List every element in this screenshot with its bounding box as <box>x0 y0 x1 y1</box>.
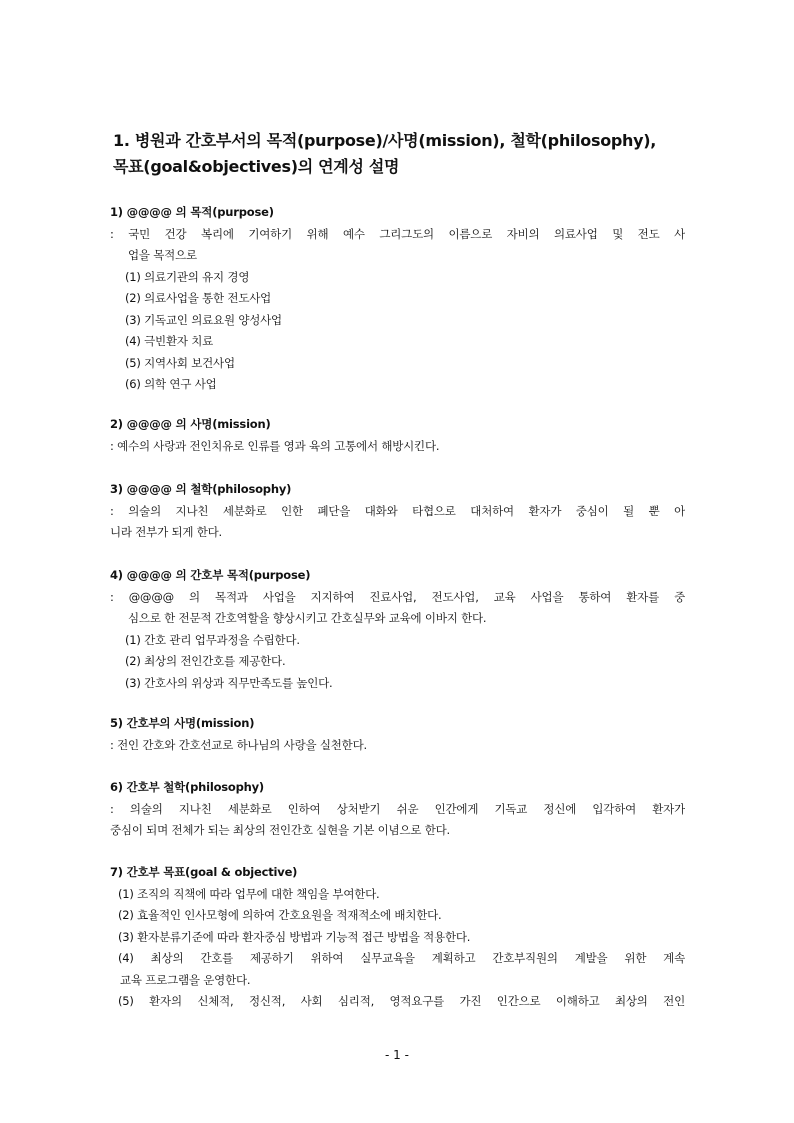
section-description: : 의술의 지나친 세분화로 인하여 상처받기 쉬운 인간에게 기독교 정신에 입각하여 환자가 <box>110 801 685 816</box>
list-item: (4) 최상의 간호를 제공하기 위하여 실무교육을 계획하고 간호부직원의 계발을 위한 계속 <box>118 951 685 965</box>
section-description-cont: 니라 전부가 되게 한다. <box>110 525 223 539</box>
list-item: (5) 환자의 신체적, 정신적, 사회 심리적, 영적요구를 가진 인간으로 이해하고 최상의 전인 <box>118 994 685 1008</box>
section-hospital-philosophy <box>110 479 685 544</box>
section-description-cont: 심으로 한 전문적 간호역할을 향상시키고 간호실무와 교육에 이바지 한다. <box>128 611 487 625</box>
list-item: (1) 의료기관의 유지 경영 <box>125 269 250 284</box>
title-line-2: 목표(goal&objectives)의 연계성 설명 <box>113 157 400 176</box>
section-nursing-mission <box>110 713 685 756</box>
section-hospital-purpose <box>110 202 685 396</box>
section-heading: 5) 간호부의 사명(mission) <box>110 716 255 730</box>
section-nursing-philosophy <box>110 777 685 842</box>
list-item: (3) 간호사의 위상과 직무만족도를 높인다. <box>125 675 333 690</box>
section-heading: 2) @@@@ 의 사명(mission) <box>110 417 271 431</box>
section-heading: 7) 간호부 목표(goal & objective) <box>110 865 298 879</box>
list-item: (3) 기독교인 의료요원 양성사업 <box>125 312 282 327</box>
list-item-cont: 교육 프로그램을 운영한다. <box>120 972 251 987</box>
section-description: : 국민 건강 복리에 기여하기 위해 예수 그리그도의 이름으로 자비의 의료사업 및 전도 사 <box>110 226 685 241</box>
section-description-cont: 업을 목적으로 <box>128 248 197 262</box>
list-item: (1) 조직의 직책에 따라 업무에 대한 책임을 부여한다. <box>118 886 380 901</box>
section-description: : 의술의 지나친 세분화로 인한 폐단을 대화와 타협으로 대처하여 환자가 중심이 될 뿐 아 <box>110 503 685 518</box>
section-heading: 3) @@@@ 의 철학(philosophy) <box>110 482 292 496</box>
section-nursing-purpose <box>110 565 685 694</box>
section-hospital-mission <box>110 414 685 457</box>
section-description-cont: 중심이 되며 전체가 되는 최상의 전인간호 실현을 기본 이념으로 한다. <box>110 823 451 837</box>
section-nursing-goals <box>110 862 685 1013</box>
list-item: (5) 지역사회 보건사업 <box>125 355 235 370</box>
list-item: (1) 간호 관리 업무과정을 수립한다. <box>125 632 300 647</box>
list-item: (2) 효율적인 인사모형에 의하여 간호요원을 적재적소에 배치한다. <box>118 908 442 922</box>
list-item: (6) 의학 연구 사업 <box>125 377 217 391</box>
section-description: : 전인 간호와 간호선교로 하나님의 사랑을 실천한다. <box>110 737 367 752</box>
section-description: : @@@@ 의 목적과 사업을 지지하여 진료사업, 전도사업, 교육 사업을 통하여 환자를 중 <box>110 589 685 604</box>
section-heading: 1) @@@@ 의 목적(purpose) <box>110 205 274 219</box>
section-heading: 6) 간호부 철학(philosophy) <box>110 780 264 794</box>
list-item: (4) 극빈환자 치료 <box>125 334 214 348</box>
list-item: (2) 의료사업을 통한 전도사업 <box>125 291 272 305</box>
title-line-1: 1. 병원과 간호부서의 목적(purpose)/사명(mission), 철학(philosophy), <box>113 131 657 150</box>
section-heading: 4) @@@@ 의 간호부 목적(purpose) <box>110 568 311 582</box>
document-title <box>113 128 703 180</box>
list-item: (3) 환자분류기준에 따라 환자중심 방법과 기능적 접근 방법을 적용한다. <box>118 929 471 944</box>
section-description: : 예수의 사랑과 전인치유로 인류를 영과 육의 고통에서 해방시킨다. <box>110 438 440 453</box>
list-item: (2) 최상의 전인간호를 제공한다. <box>125 654 286 668</box>
page-number: - 1 - <box>385 1048 409 1062</box>
